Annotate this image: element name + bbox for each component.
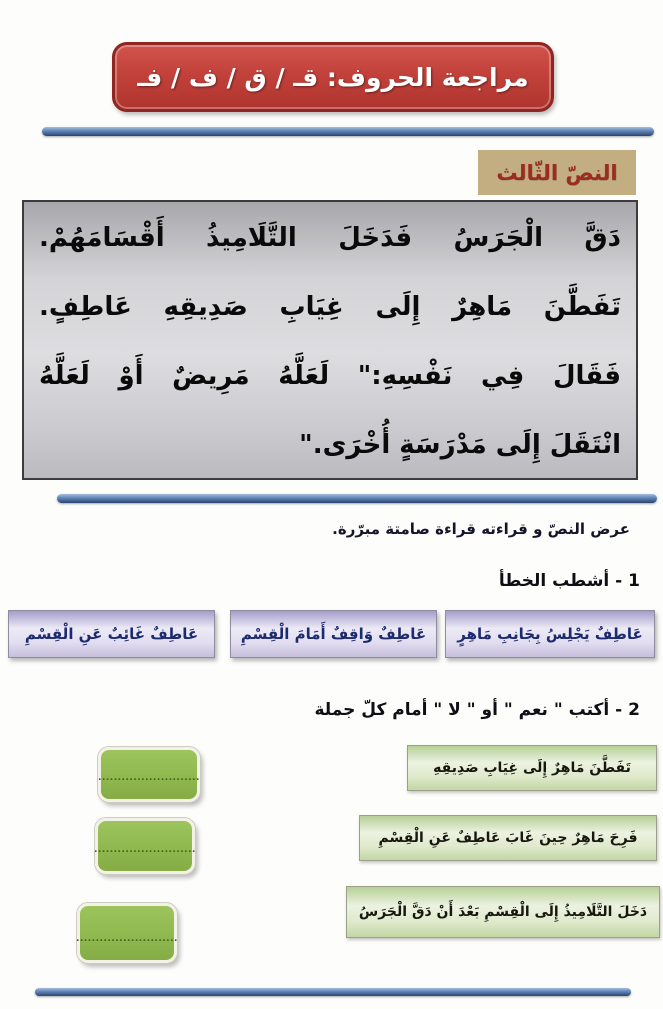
exercise2-sentence-1	[407, 745, 657, 791]
exercise2-answer-box-1[interactable]	[98, 747, 200, 802]
exercise2-sentence-2-text: فَرِحَ مَاهِرٌ حِينَ غَابَ عَاطِفٌ عَنِ الْقِسْمِ	[378, 830, 638, 846]
exercise2-sentence-3	[346, 886, 660, 938]
reading-line-3: فَقَالَ فِي نَفْسِهِ:" لَعَلَّهُ مَرِيضٌ أَوْ لَعَلَّهُ	[39, 361, 621, 391]
section-label-box	[478, 150, 636, 195]
reading-line-2: تَفَطَّنَ مَاهِرٌ إِلَى غِيَابِ صَدِيقِهِ عَاطِفٍ.	[39, 292, 621, 322]
exercise2-answer-dots-1: ..........................	[98, 773, 200, 783]
exercise2-answer-box-2[interactable]	[95, 818, 195, 874]
exercise1-option-1-label: عَاطِفٌ يَجْلِسُ بِجَانِبِ مَاهِرٍ	[457, 625, 643, 643]
divider-middle	[57, 494, 657, 503]
exercise1-option-3[interactable]	[8, 610, 215, 658]
exercise2-title: 2 - أكتب " نعم " أو " لا " أمام كلّ جملة	[314, 700, 640, 720]
divider-bottom	[35, 988, 631, 996]
exercise1-title: 1 - أشطب الخطأ	[498, 571, 640, 591]
page-title: مراجعة الحروف: قـ / ق / ف / فـ	[137, 62, 529, 92]
exercise2-sentence-3-text: دَخَلَ التَّلَامِيذُ إِلَى الْقِسْمِ بَعْدَ أَنْ دَقَّ الْجَرَسُ	[358, 904, 648, 920]
exercise1-option-1[interactable]	[445, 610, 655, 658]
section-label-text: النصّ الثّالث	[496, 160, 618, 185]
exercise2-answer-dots-2: ..........................	[94, 845, 196, 855]
reading-text-box	[22, 200, 638, 480]
exercise2-sentence-1-text: تَفَطَّنَ مَاهِرٌ إِلَى غِيَابِ صَدِيقِهِ	[433, 760, 631, 776]
exercise1-option-3-label: عَاطِفٌ غَائِبٌ عَنِ الْقِسْمِ	[24, 625, 199, 643]
instruction-text: عرض النصّ و قراءته قراءة صامتة مبرّرة.	[332, 520, 630, 538]
exercise2-answer-dots-3: ..........................	[76, 934, 178, 944]
reading-line-1: دَقَّ الْجَرَسُ فَدَخَلَ التَّلَامِيذُ أَقْسَامَهُمْ.	[39, 223, 621, 253]
exercise1-option-2-label: عَاطِفٌ وَاقِفٌ أَمَامَ الْقِسْمِ	[240, 625, 427, 643]
title-banner	[112, 42, 554, 112]
exercise2-sentence-2	[359, 815, 657, 861]
reading-line-4: انْتَقَلَ إِلَى مَدْرَسَةٍ أُخْرَى."	[299, 430, 621, 460]
divider-top	[42, 127, 654, 136]
exercise1-option-2[interactable]	[230, 610, 437, 658]
exercise2-answer-box-3[interactable]	[77, 903, 177, 963]
